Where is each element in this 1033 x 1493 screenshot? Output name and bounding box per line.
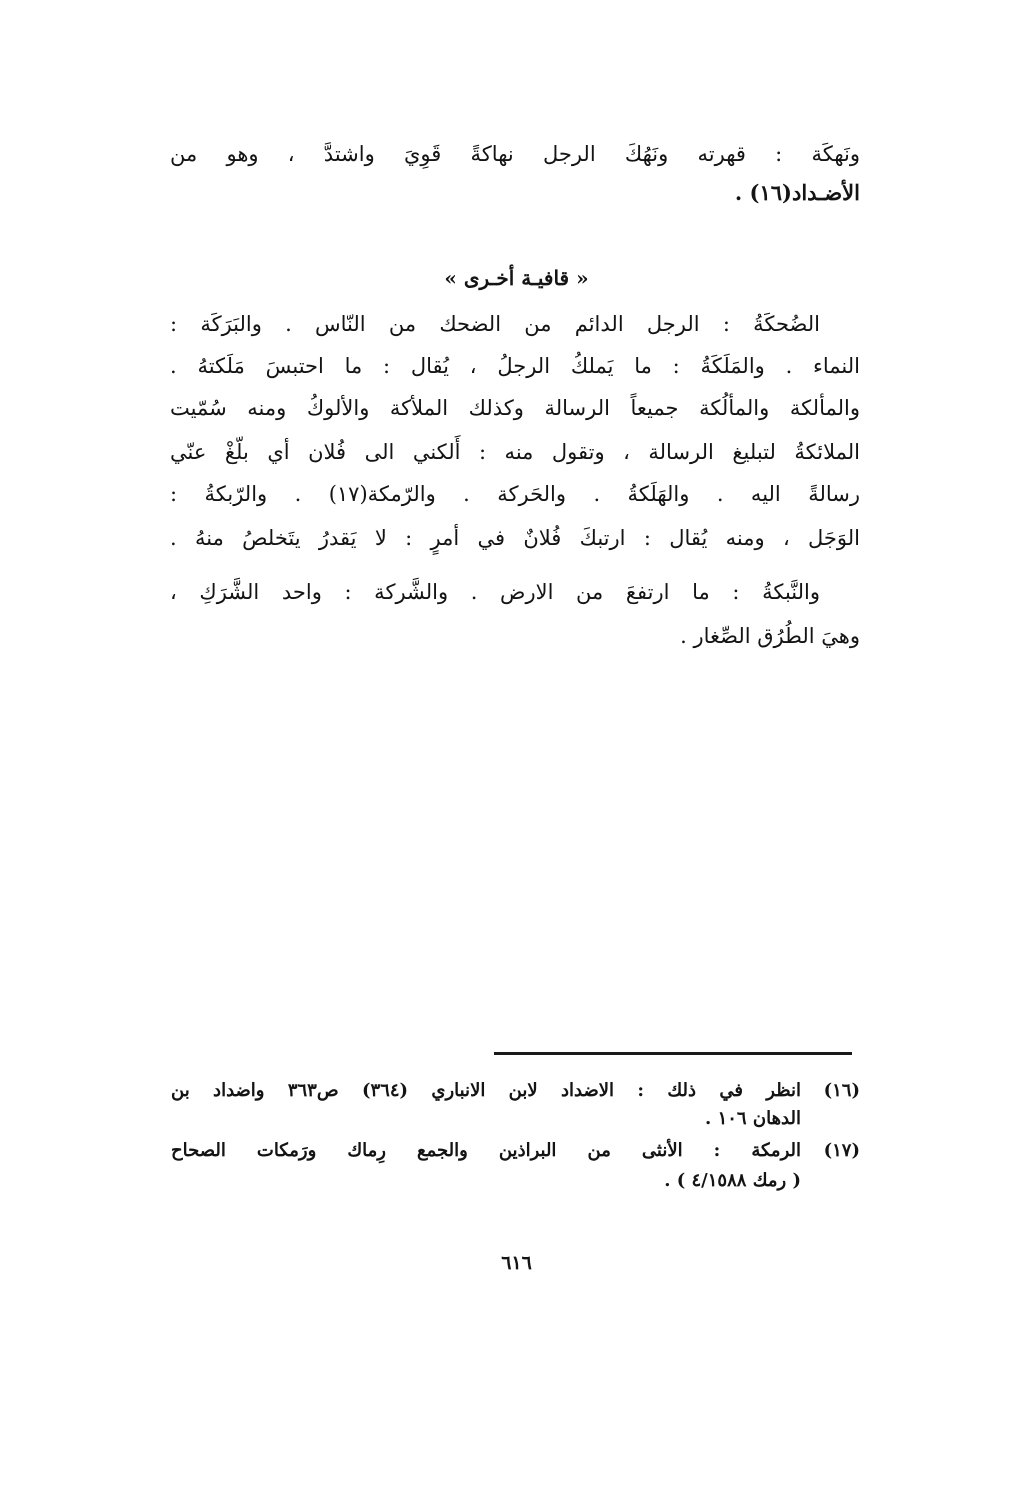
footnote-17-line-2: ( رمك ٤/١٥٨٨ ) . [664, 1170, 801, 1191]
paragraph-1-line-2: النماء . والمَلَكَةُ : ما يَملكُ الرجلُ ، يُقال : ما احتبسَ مَلَكتهُ . [170, 354, 860, 378]
section-heading: « قافيـة أخـرى » [444, 266, 589, 290]
footnote-16-number: (١٦) [823, 1080, 860, 1101]
paragraph-2-line-2: وهيَ الطُرُق الصِّغار . [680, 624, 860, 648]
paragraph-1-line-5: رسالةً اليه . والهَلَكةُ . والحَركة . والرّمكة(١٧) . والرّبكةُ : [170, 482, 860, 506]
paragraph-2-line-1: والنَّبكةُ : ما ارتفعَ من الارض . والشَّركة : واحد الشَّرَكِ ، [170, 580, 820, 604]
footnote-17-line-1: الرمكة : الأنثى من البراذين والجمع رِماك ورَمكات الصحاح [171, 1140, 801, 1161]
footnote-16-line-2: الدهان ١٠٦ . [705, 1108, 801, 1129]
page-number: ٦١٦ [501, 1252, 532, 1274]
footnote-separator [494, 1052, 852, 1055]
footnote-16-line-1: انظر في ذلك : الاضداد لابن الانباري (٣٦٤) ص٣٦٣ واضداد بن [171, 1080, 802, 1101]
paragraph-1-line-3: والمألكة والمألُكة جميعاً الرسالة وكذلك الملأكة والألوكُ ومنه سُمّيت [170, 396, 860, 420]
intro-line-2: الأضـداد(١٦) . [734, 180, 860, 205]
paragraph-1-line-4: الملائكةُ لتبليغ الرسالة ، وتقول منه : أَلكني الى فُلان أي بلّغْ عنّي [170, 440, 860, 464]
footnote-17-number: (١٧) [823, 1140, 860, 1161]
intro-line-1: ونَهكَة : قهرته ونَهُكَ الرجل نهاكةً قَوِيَ واشتدَّ ، وهو من [170, 142, 860, 166]
paragraph-1-line-1: الضُحكَةُ : الرجل الدائم من الضحك من النّاس . والبَرَكَة : [170, 312, 820, 336]
paragraph-1-line-6: الوَجَل ، ومنه يُقال : ارتبكَ فُلانٌ في أمرٍ : لا يَقدرُ يتَخلصُ منهُ . [170, 526, 860, 550]
